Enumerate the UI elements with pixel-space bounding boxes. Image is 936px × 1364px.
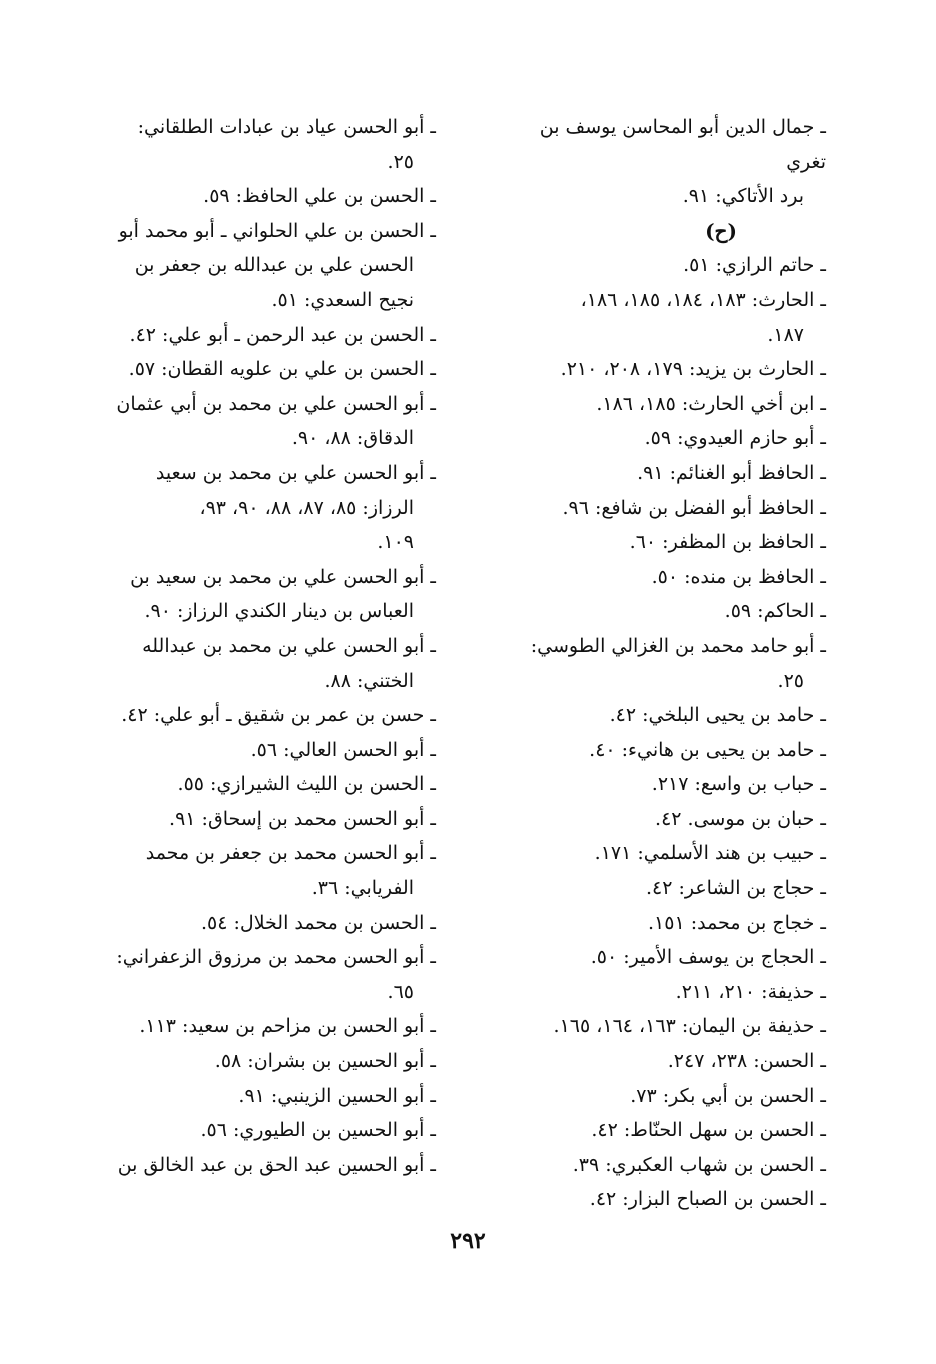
index-entry: [76, 1044, 436, 1079]
index-entry-line: ـ أبو الحسن محمد بن مرزوق الزعفراني:: [116, 946, 436, 969]
index-entry-line: ـ الحسن بن سهل الحنّاط: ٤٢.: [591, 1119, 826, 1142]
index-entry-line: ـ حاتم الرازي: ٥١.: [683, 254, 826, 277]
index-entry-line: ـ حذيفة بن اليمان: ١٦٣، ١٦٤، ١٦٥.: [553, 1015, 826, 1038]
index-entry: [76, 1079, 436, 1114]
index-entry: [496, 629, 826, 698]
index-entry-line: ـ جمال الدين أبو المحاسن يوسف بن تغري: [539, 116, 826, 173]
index-entry-continuation: الدقاق: ٨٨، ٩٠.: [291, 427, 414, 450]
index-entry: [76, 733, 436, 768]
page-number: ٢٩٢: [450, 1228, 486, 1254]
index-entry: [76, 560, 436, 629]
index-entry-line: ـ أبو الحسين عبد الحق بن عبد الخالق بن: [117, 1153, 436, 1176]
index-entry: [76, 387, 436, 456]
index-entry-line: ـ الحسن بن الصباح البزار: ٤٢.: [589, 1188, 826, 1211]
index-entry-continuation: ٦٥.: [387, 980, 414, 1003]
index-entry: [76, 179, 436, 214]
index-entry-line: ـ حبان بن موسى. ٤٢.: [655, 807, 826, 830]
index-entry: [496, 1113, 826, 1148]
index-entry-line: ـ أبو الحسن علي بن محمد بن أبي عثمان: [116, 392, 436, 415]
index-entry-line: ـ أبو الحسين الزينبي: ٩١.: [238, 1084, 436, 1107]
index-entry-line: ـ أبو الحسن بن مزاحم بن سعيد: ١١٣.: [139, 1015, 436, 1038]
index-entry: [496, 110, 826, 214]
index-entry-line: ـ خجاج بن محمد: ١٥١.: [647, 911, 826, 934]
index-entry-line: ـ أبو الحسن علي بن محمد بن سعيد: [155, 461, 436, 484]
index-entry: [76, 940, 436, 1009]
index-entry-line: ـ حجاج بن الشاعر: ٤٢.: [645, 877, 826, 900]
index-entry-line: ـ حامد بن يحيى البلخي: ٤٢.: [609, 704, 826, 727]
index-column-left: [76, 110, 436, 1182]
index-entry-line: ـ الحارث: ١٨٣، ١٨٤، ١٨٥، ١٨٦،: [580, 288, 826, 311]
index-entry: [76, 318, 436, 353]
index-entry: [76, 352, 436, 387]
index-entry: [496, 836, 826, 871]
index-entry: [496, 698, 826, 733]
index-entry: [496, 421, 826, 456]
index-entry: [496, 352, 826, 387]
index-entry: [76, 1009, 436, 1044]
index-entry-line: ـ الحسن بن علي الحلواني ـ أبو محمد أبو: [118, 219, 436, 242]
index-entry-continuation: ١٨٧.: [767, 323, 804, 346]
index-entry: [496, 1009, 826, 1044]
index-entry: [76, 214, 436, 318]
index-entry-line: ـ الحافظ بن منده: ٥٠.: [651, 565, 826, 588]
index-entry-line: ـ حسن بن عمر بن شقيق ـ أبو علي: ٤٢.: [121, 704, 436, 727]
index-entry-continuation: الختني: ٨٨.: [324, 669, 414, 692]
index-entry: [496, 1044, 826, 1079]
index-entry: [496, 871, 826, 906]
index-entry-line: ـ الحسن بن علي الحافظ: ٥٩.: [203, 185, 436, 208]
index-entry-line: ـ الحسن بن محمد الخلال: ٥٤.: [200, 911, 436, 934]
index-column-right: [496, 110, 826, 1217]
index-entry-line: ـ حباب بن واسع: ٢١٧.: [651, 773, 826, 796]
index-entry-continuation: برد الأتاكي: ٩١.: [682, 185, 804, 208]
index-entry: [76, 1148, 436, 1183]
index-entry: [76, 629, 436, 698]
index-entry-line: ـ الحاكم: ٥٩.: [724, 600, 826, 623]
index-entry: [496, 456, 826, 491]
index-entry-continuation: ١٠٩.: [377, 531, 414, 554]
index-entry-line: ـ أبو الحسن علي بن محمد بن عبدالله: [142, 634, 436, 657]
index-entry: [496, 560, 826, 595]
index-entry: [76, 110, 436, 179]
index-entry: [76, 698, 436, 733]
index-entry: [496, 1182, 826, 1217]
index-entry: [76, 1113, 436, 1148]
index-entry: [496, 802, 826, 837]
index-entry-line: ـ الحسن بن شهاب العكبري: ٣٩.: [572, 1153, 826, 1176]
index-entry: [496, 594, 826, 629]
index-entry: [496, 906, 826, 941]
index-entry-line: ـ أبو حازم العيدوي: ٥٩.: [644, 427, 826, 450]
index-entry-continuation: الحسن علي بن عبدالله بن جعفر بن: [134, 254, 414, 277]
index-entry: [496, 733, 826, 768]
index-entry: [496, 940, 826, 975]
index-entry-continuation: الفريابي: ٣٦.: [311, 877, 414, 900]
index-entry: [76, 767, 436, 802]
index-entry: [76, 906, 436, 941]
index-entry-continuation: ٢٥.: [777, 669, 804, 692]
index-entry-continuation: الرزاز: ٨٥، ٨٧، ٨٨، ٩٠، ٩٣،: [199, 496, 414, 519]
index-entry-line: ـ الحجاج بن يوسف الأمير: ٥٠.: [590, 946, 826, 969]
index-entry-line: ـ الحافظ أبو الفضل بن شافع: ٩٦.: [562, 496, 826, 519]
index-entry-line: ـ ابن أخي الحارث: ١٨٥، ١٨٦.: [596, 392, 826, 415]
index-entry-continuation: ٢٥.: [387, 150, 414, 173]
index-entry: [496, 525, 826, 560]
index-entry-line: ـ الحارث بن يزيد: ١٧٩، ٢٠٨، ٢١٠.: [560, 358, 826, 381]
index-entry-line: ـ أبو الحسن العالي: ٥٦.: [250, 738, 436, 761]
index-entry: [496, 1079, 826, 1114]
index-entry: [496, 975, 826, 1010]
index-entry-line: ـ أبو الحسين بن بشران: ٥٨.: [214, 1050, 436, 1073]
index-entry-line: ـ الحسن: ٢٣٨، ٢٤٧.: [667, 1050, 826, 1073]
index-entry: [76, 456, 436, 560]
index-entry-line: ـ أبو الحسن عياد بن عبادات الطلقاني:: [137, 116, 436, 138]
index-entry-line: ـ الحسن بن الليث الشيرازي: ٥٥.: [177, 773, 436, 796]
index-entry-continuation: نجيح السعدي: ٥١.: [271, 288, 414, 311]
index-entry: [496, 1148, 826, 1183]
index-entry: [76, 836, 436, 905]
index-entry: [496, 248, 826, 283]
index-entry: [496, 283, 826, 352]
index-entry-line: ـ الحسن بن علي بن علويه القطان: ٥٧.: [128, 358, 436, 381]
index-entry: [76, 802, 436, 837]
index-entry-line: ـ الحسن بن أبي بكر: ٧٣.: [630, 1084, 826, 1107]
index-entry-line: ـ الحسن بن عبد الرحمن ـ أبو علي: ٤٢.: [129, 323, 436, 346]
index-entry: [496, 387, 826, 422]
index-entry-line: ـ أبو الحسين بن الطيوري: ٥٦.: [200, 1119, 436, 1142]
index-entry-line: ـ حذيفة: ٢١٠، ٢١١.: [675, 980, 826, 1003]
section-heading: (ح): [705, 218, 737, 243]
index-entry: [496, 767, 826, 802]
index-entry-line: ـ أبو الحسن محمد بن إسحاق: ٩١.: [169, 807, 436, 830]
index-entry-line: ـ الحافظ أبو الغنائم: ٩١.: [637, 461, 826, 484]
index-entry-line: ـ حبيب بن هند الأسلمي: ١٧١.: [594, 842, 826, 865]
index-entry-line: ـ أبو الحسن محمد بن جعفر بن محمد: [145, 842, 436, 865]
index-entry: [496, 491, 826, 526]
index-entry-line: ـ أبو حامد محمد بن الغزالي الطوسي:: [530, 634, 826, 657]
index-entry-line: ـ الحافظ بن المظفر: ٦٠.: [629, 531, 826, 554]
index-entry-line: ـ أبو الحسن علي بن محمد بن سعيد بن: [130, 565, 436, 588]
index-entry-line: ـ حامد بن يحيى بن هانيء: ٤٠.: [589, 738, 826, 761]
index-entry-continuation: العباس بن دينار الكندي الرزاز: ٩٠.: [144, 600, 414, 623]
